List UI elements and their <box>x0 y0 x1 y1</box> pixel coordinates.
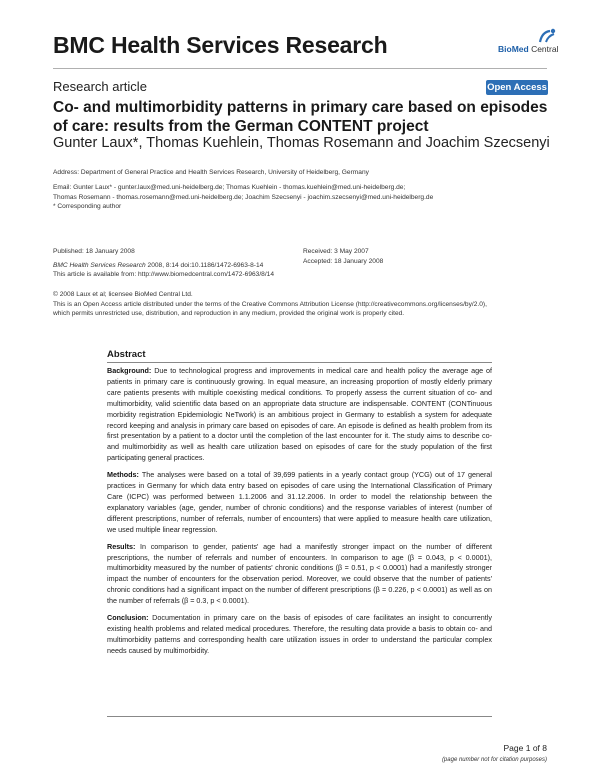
logo-bio-text: Bio <box>498 44 512 54</box>
email-line: Thomas Rosemann - thomas.rosemann@med.uni-heidelberg.de; Joachim Szecsenyi - joachim.szecsenyi@med.uni-heidelberg.de <box>53 193 434 201</box>
dates-info <box>303 247 503 266</box>
abstract-conclusion <box>107 613 492 657</box>
published-date: Published: 18 January 2008 <box>53 248 135 255</box>
license-block <box>53 290 553 319</box>
background-label: Background: <box>107 366 152 375</box>
methods-text: The analyses were based on a total of 39,699 patients in a yearly contact group (YCG) out of 17 general practices in Germany for which data entry based on episodes of care using the International Classification of Primary Care (ICPC) was performed between 1.1.2006 and 31.12.2006. In order to model the relationship between the explanatory variables (age, gender, number of chronic conditions) and the response variables of interest (number of different prescriptions, number of referrals, number of encounters) that were applied to measure health care utilization, we used multiple linear regression. <box>107 470 492 534</box>
citation-journal: BMC Health Services Research <box>53 261 146 269</box>
abstract-section <box>107 349 492 663</box>
corresponding-author-note: * Corresponding author <box>53 203 122 210</box>
article-title: Co- and multimorbidity patterns in primary care based on episodes of care: results from the German CONTENT project <box>53 99 548 135</box>
abstract-divider <box>107 362 492 363</box>
abstract-methods <box>107 470 492 535</box>
background-text: Due to technological progress and improvements in medical care and health policy the average age of patients in primary care is continuously growing. In equal measure, an increasing proportion of mostly elderly primary care patients presents with multiple coexisting medical conditions. To properly assess the current situation of co- and multimorbidity, valid scientific data based on an appropriate data structure are indispensable. CONTENT (CONTinuous morbidity registration Epidemiologic NeTwork) is an ambitious project in Germany to establish a system for adequate record keeping and analysis in primary care based on episodes of care. An episode is defined as health problem from its first presentation by a patient to a doctor until the completion of the last encounter for it. The study aims to describe co- and multimorbidity as well as health care utilization based on episodes of care for the study population of the first participating general practices. <box>107 366 492 463</box>
conclusion-label: Conclusion: <box>107 613 149 623</box>
copyright-line: © 2008 Laux et al; licensee BioMed Central Ltd. <box>53 291 193 298</box>
logo-med-text: Med <box>511 44 529 54</box>
biomed-central-logo <box>498 28 568 58</box>
abstract-results <box>107 542 492 607</box>
citation-details: 2008, 8:14 doi:10.1186/1472-6963-8-14 <box>145 261 264 269</box>
email-line: Email: Gunter Laux* - gunter.laux@med.uni-heidelberg.de; Thomas Kuehlein - thomas.kuehlein@med.uni-heidelberg.de; <box>53 184 406 191</box>
article-url[interactable]: This article is available from: http://www.biomedcentral.com/1472-6963/8/14 <box>53 271 274 278</box>
author-address: Address: Department of General Practice and Health Services Research, University of Heidelberg, Germany <box>53 169 369 176</box>
abstract-bottom-divider <box>107 716 492 717</box>
publication-info <box>53 247 293 280</box>
open-access-badge: Open Access <box>487 82 547 93</box>
citation <box>53 261 293 271</box>
abstract-background <box>107 366 492 464</box>
results-text: In comparison to gender, patients' age had a manifestly stronger impact on the number of different prescriptions, the number of referrals and number of encounters. In comparison to age (β = 0.043, p < 0.0001), multimorbidity measured by the number of patients' chronic conditions (β = 0.51, p < 0.0001) had a manifestly stronger impact the number of encounters for the observation period. Moreover, we could observe that the number of patients' chronic conditions had a significant impact on the number of different prescriptions (β = 0.226, p < 0.0001) as well as on the number of referrals (β = 0.3, p < 0.0001). <box>107 541 492 606</box>
author-emails <box>53 183 553 212</box>
license-line: which permits unrestricted use, distribution, and reproduction in any medium, provided the original work is properly cited. <box>53 310 405 317</box>
results-label: Results: <box>107 541 136 551</box>
article-type: Research article <box>53 79 147 94</box>
received-date: Received: 3 May 2007 <box>303 248 369 255</box>
author-list: Gunter Laux*, Thomas Kuehlein, Thomas Rosemann and Joachim Szecsenyi <box>53 135 550 151</box>
abstract-heading: Abstract <box>107 349 146 360</box>
accepted-date: Accepted: 18 January 2008 <box>303 257 384 265</box>
license-line: This is an Open Access article distributed under the terms of the Creative Commons Attribution License (http://creativecommons.org/licenses/by/2.0), <box>53 300 487 308</box>
page-number-note: (page number not for citation purposes) <box>441 757 547 763</box>
page-number: Page 1 of 8 <box>503 743 547 753</box>
methods-label: Methods: <box>107 470 139 480</box>
conclusion-text: Documentation in primary care on the basis of episodes of care facilitates an insight to concurrently existing health problems and related medical procedures. Therefore, the resulting data provide a basis to obtain co- and multimorbidity patterns and corresponding health care utilization issues in order to understand the particular complex needs caused by multimorbidity. <box>107 613 492 655</box>
header-divider <box>53 68 547 69</box>
logo-central-text: Central <box>528 44 559 54</box>
journal-title: BMC Health Services Research <box>53 32 388 58</box>
